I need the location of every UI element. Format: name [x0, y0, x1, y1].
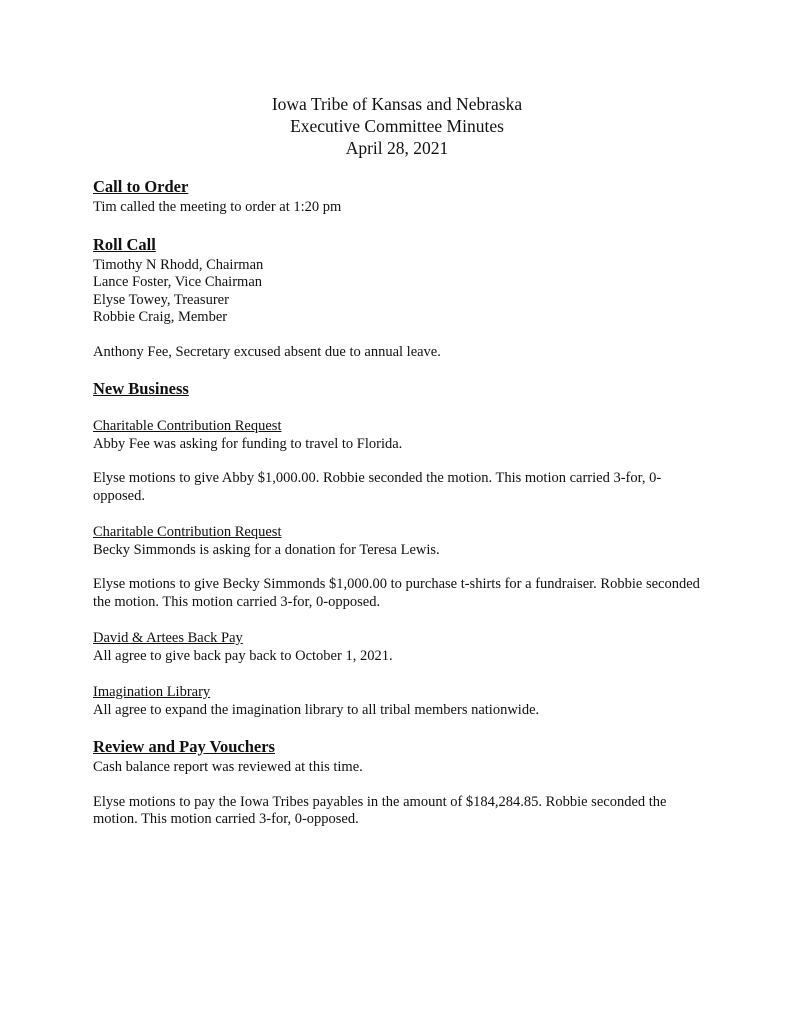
- attendee-chairman: Timothy N Rhodd, Chairman: [93, 256, 264, 273]
- document-date: April 28, 2021: [345, 138, 449, 158]
- item-motion: Elyse motions to give Abby $1,000.00. Robbie seconded the motion. This motion carried 3-for, 0-opposed.: [93, 470, 662, 504]
- document-header: [93, 93, 701, 159]
- attendee-member: Robbie Craig, Member: [93, 309, 228, 325]
- section-review-and-pay-vouchers: [93, 737, 701, 829]
- item-subheading: Charitable Contribution Request: [93, 418, 282, 434]
- review-vouchers-text: Cash balance report was reviewed at this time.: [93, 759, 363, 775]
- document-title: Executive Committee Minutes: [290, 116, 504, 136]
- section-call-to-order: [93, 177, 701, 217]
- section-new-business: [93, 379, 701, 719]
- business-item-charitable-contribution-1: [93, 418, 701, 505]
- item-subheading: David & Artees Back Pay: [93, 630, 243, 646]
- item-motion: Elyse motions to give Becky Simmonds $1,000.00 to purchase t-shirts for a fundraiser. Robbie seconded the motion. This motion carried 3-for, 0-opposed.: [93, 576, 700, 610]
- roll-call-heading: Roll Call: [93, 234, 156, 254]
- item-description: All agree to give back pay back to October 1, 2021.: [93, 647, 393, 664]
- call-to-order-text: Tim called the meeting to order at 1:20 pm: [93, 199, 342, 215]
- call-to-order-heading: Call to Order: [93, 177, 189, 196]
- business-item-back-pay: [93, 630, 701, 665]
- review-vouchers-motion: Elyse motions to pay the Iowa Tribes payables in the amount of $184,284.85. Robbie seconded the motion. This motion carried 3-for, 0-opposed.: [93, 793, 667, 827]
- item-description: Abby Fee was asking for funding to travel to Florida.: [93, 435, 403, 452]
- attendee-vice-chairman: Lance Foster, Vice Chairman: [93, 274, 263, 290]
- section-roll-call: [93, 235, 701, 362]
- item-description: Becky Simmonds is asking for a donation for Teresa Lewis.: [93, 541, 440, 558]
- item-description: All agree to expand the imagination library to all tribal members nationwide.: [93, 701, 540, 718]
- absent-note: Anthony Fee, Secretary excused absent due to annual leave.: [93, 343, 441, 360]
- attendee-treasurer: Elyse Towey, Treasurer: [93, 291, 229, 308]
- item-subheading: Charitable Contribution Request: [93, 524, 282, 540]
- review-vouchers-heading: Review and Pay Vouchers: [93, 737, 275, 756]
- business-item-imagination-library: [93, 684, 701, 719]
- organization-name: Iowa Tribe of Kansas and Nebraska: [271, 94, 523, 114]
- item-subheading: Imagination Library: [93, 684, 211, 700]
- business-item-charitable-contribution-2: [93, 524, 701, 611]
- new-business-heading: New Business: [93, 379, 189, 398]
